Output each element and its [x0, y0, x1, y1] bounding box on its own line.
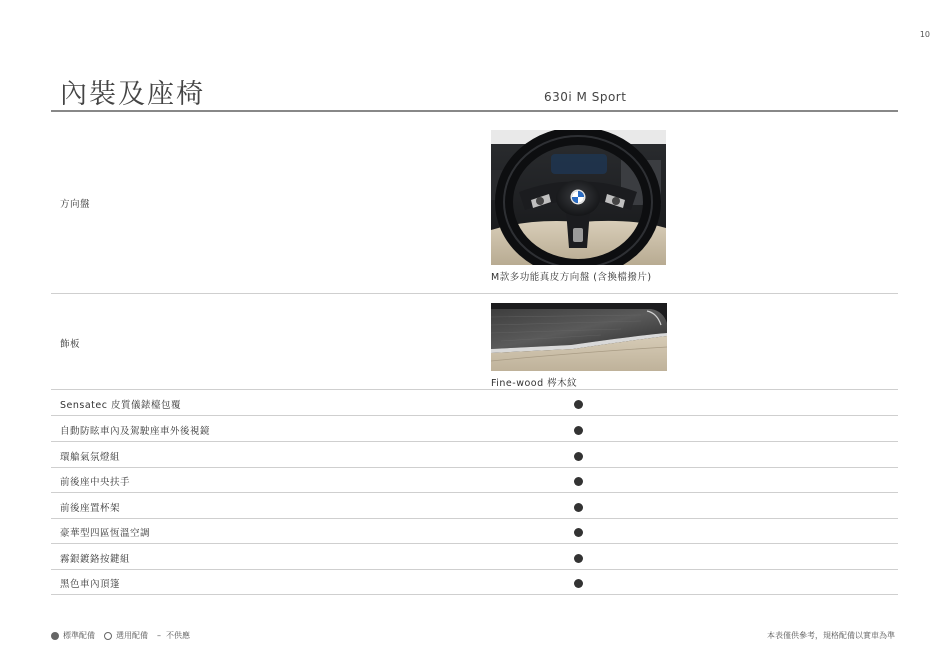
legend-optional: 選用配備: [116, 631, 148, 640]
row-label: 黑色車內頂篷: [60, 579, 121, 590]
spec-row: [51, 568, 898, 595]
image-caption: M款多功能真皮方向盤 (含換檔撥片): [491, 272, 652, 283]
spec-row: [51, 441, 898, 468]
legend-dash: –: [157, 631, 161, 640]
row-label: 前後座置杯架: [60, 503, 121, 514]
disclaimer: 本表僅供參考，規格配備以實車為準: [767, 631, 895, 640]
legend-standard: 標準配備: [63, 631, 95, 640]
optional-circle-icon: [104, 632, 112, 640]
page-number: 10: [919, 30, 930, 39]
spec-row: [51, 389, 898, 416]
row-label: 方向盤: [60, 199, 91, 210]
row-label: 豪華型四區恆溫空調: [60, 528, 151, 539]
spec-row: [51, 517, 898, 544]
model-name: 630i M Sport: [544, 90, 627, 104]
row-label: 霧銀鍍鉻按鍵組: [60, 554, 131, 565]
standard-dot-icon: [574, 426, 583, 435]
steering-wheel-photo: [491, 130, 666, 265]
row-label: 環艙氣氛燈組: [60, 452, 121, 463]
standard-dot-icon: [574, 400, 583, 409]
spec-row: [51, 543, 898, 570]
row-label: 飾板: [60, 339, 81, 350]
standard-dot-icon: [51, 632, 59, 640]
page-title: 內裝及座椅: [60, 79, 205, 110]
legend: [51, 630, 190, 641]
standard-dot-icon: [574, 554, 583, 563]
spec-row: [51, 492, 898, 519]
standard-dot-icon: [574, 452, 583, 461]
spec-row-steering: [51, 112, 898, 294]
standard-dot-icon: [574, 477, 583, 486]
row-label: Sensatec 皮質儀錶檯包覆: [60, 400, 181, 411]
row-label: 自動防眩車內及駕駛座車外後視鏡: [60, 426, 211, 437]
standard-dot-icon: [574, 528, 583, 537]
spec-row: [51, 466, 898, 493]
row-label: 前後座中央扶手: [60, 477, 131, 488]
standard-dot-icon: [574, 503, 583, 512]
spec-row-trim: [51, 293, 898, 390]
spec-row: [51, 415, 898, 442]
wood-trim-photo: [491, 303, 667, 371]
standard-dot-icon: [574, 579, 583, 588]
image-caption: Fine-wood 梣木紋: [491, 378, 578, 389]
legend-unavailable: 不供應: [166, 631, 190, 640]
